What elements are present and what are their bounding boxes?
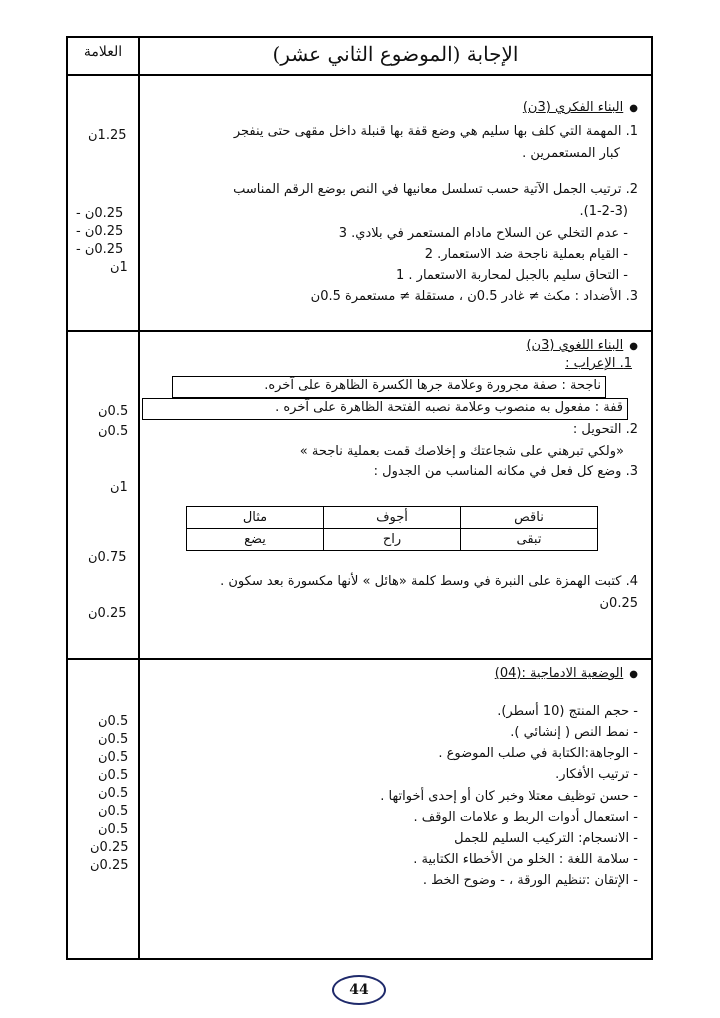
- s3-item: - الانسجام: التركيب السليم للجمل: [454, 831, 638, 846]
- s1-q1-line1: 1. المهمة التي كلف بها سليم هي وضع قفة بها قنبلة داخل مقهى حتى ينفجر: [233, 124, 638, 139]
- row-divider-1: [68, 330, 651, 332]
- s1-mark: 0.25ن -: [76, 206, 124, 221]
- s3-mark: 0.5ن: [98, 804, 129, 819]
- s2-mark: 0.75ن: [88, 550, 127, 565]
- s2-q3-label: 3. وضع كل فعل في مكانه المناسب من الجدول :: [373, 464, 638, 479]
- s3-item: - الإتقان :تنظيم الورقة ، - وضوح الخط .: [422, 873, 638, 888]
- s3-mark: 0.5ن: [98, 822, 129, 837]
- s2-q4-line1: 4. كتبت الهمزة على النبرة في وسط كلمة «هائل » لأنها مكسورة بعد سكون .: [220, 574, 638, 589]
- s3-mark: 0.25ن: [90, 840, 129, 855]
- s2-mark: 0.25ن: [88, 606, 127, 621]
- section2-heading: ● البناء اللغوي (3ن): [526, 338, 638, 353]
- s1-q2-line2: (1-2-3).: [579, 204, 628, 219]
- table-header: مثال: [187, 507, 324, 529]
- s2-q4-line2: 0.25ن: [599, 596, 638, 611]
- s3-item: - الوجاهة:الكتابة في صلب الموضوع .: [438, 746, 638, 761]
- section1-heading: ● البناء الفكري (3ن): [523, 100, 638, 115]
- table-cell: راح: [324, 529, 461, 551]
- s1-q2-item: - القيام بعملية ناجحة ضد الاستعمار. 2: [424, 247, 628, 262]
- s2-mark: 0.5ن: [98, 404, 129, 419]
- s2-mark: 0.5ن: [98, 424, 129, 439]
- page-number: 44: [332, 975, 386, 1005]
- s1-mark: 1ن: [110, 260, 128, 275]
- section3-heading: ● الوضعية الادماجية :(04): [495, 666, 638, 681]
- s3-mark: 0.5ن: [98, 768, 129, 783]
- irab-row: قفة : مفعول به منصوب وعلامة نصبه الفتحة الظاهرة على آخره .: [142, 398, 628, 420]
- s1-mark: 0.25ن -: [76, 224, 124, 239]
- row-divider-2: [68, 658, 651, 660]
- s2-mark: 1ن: [110, 480, 128, 495]
- s3-mark: 0.5ن: [98, 786, 129, 801]
- table-cell: تبقى: [461, 529, 598, 551]
- s1-q2-item: - التحاق سليم بالجبل لمحاربة الاستعمار . 1: [396, 268, 628, 283]
- grade-column-header: العلامة: [83, 44, 123, 60]
- s3-mark: 0.5ن: [98, 750, 129, 765]
- s1-q1-line2: كبار المستعمرين .: [522, 146, 620, 161]
- table-cell: يضع: [187, 529, 324, 551]
- s3-mark: 0.5ن: [98, 732, 129, 747]
- s1-q3-line: 3. الأضداد : مكث ≠ غادر 0.5ن ، مستقلة ≠ مستعمرة 0.5ن: [310, 289, 638, 304]
- s3-item: - حسن توظيف معتلا وخبر كان أو إحدى أخواتها .: [380, 789, 638, 804]
- s1-mark: 1.25ن: [88, 128, 127, 143]
- s2-q2-text: «ولكي تبرهني على شجاعتك و إخلاصك قمت بعملية ناجحة »: [299, 444, 624, 459]
- s3-mark: 0.25ن: [90, 858, 129, 873]
- s3-item: - ترتيب الأفكار.: [555, 767, 638, 782]
- s1-q2-line1: 2. ترتيب الجمل الآتية حسب تسلسل معانيها في النص بوضع الرقم المناسب: [233, 182, 638, 197]
- s1-mark: 0.25ن -: [76, 242, 124, 257]
- s3-item: - سلامة اللغة : الخلو من الأخطاء الكتابية .: [413, 852, 638, 867]
- s1-q2-item: - عدم التخلي عن السلاح مادام المستعمر في بلادي. 3: [338, 226, 628, 241]
- table-header: ناقص: [461, 507, 598, 529]
- irab-row: ناجحة : صفة مجرورة وعلامة جرها الكسرة الظاهرة على آخره.: [172, 376, 606, 398]
- s3-mark: 0.5ن: [98, 714, 129, 729]
- verb-classification-table: [186, 506, 598, 551]
- row-divider-header: [68, 74, 651, 76]
- s2-q2-label: 2. التحويل :: [572, 422, 638, 437]
- s3-item: - حجم المنتج (10 أسطر).: [497, 704, 638, 719]
- page-title: الإجابة (الموضوع الثاني عشر): [272, 42, 519, 66]
- column-divider: [138, 38, 140, 958]
- table-header: أجوف: [324, 507, 461, 529]
- s3-item: - نمط النص ( إنشائي ).: [510, 725, 638, 740]
- s3-item: - استعمال أدوات الربط و علامات الوقف .: [413, 810, 638, 825]
- s2-q1-label: 1. الإعراب :: [565, 356, 632, 371]
